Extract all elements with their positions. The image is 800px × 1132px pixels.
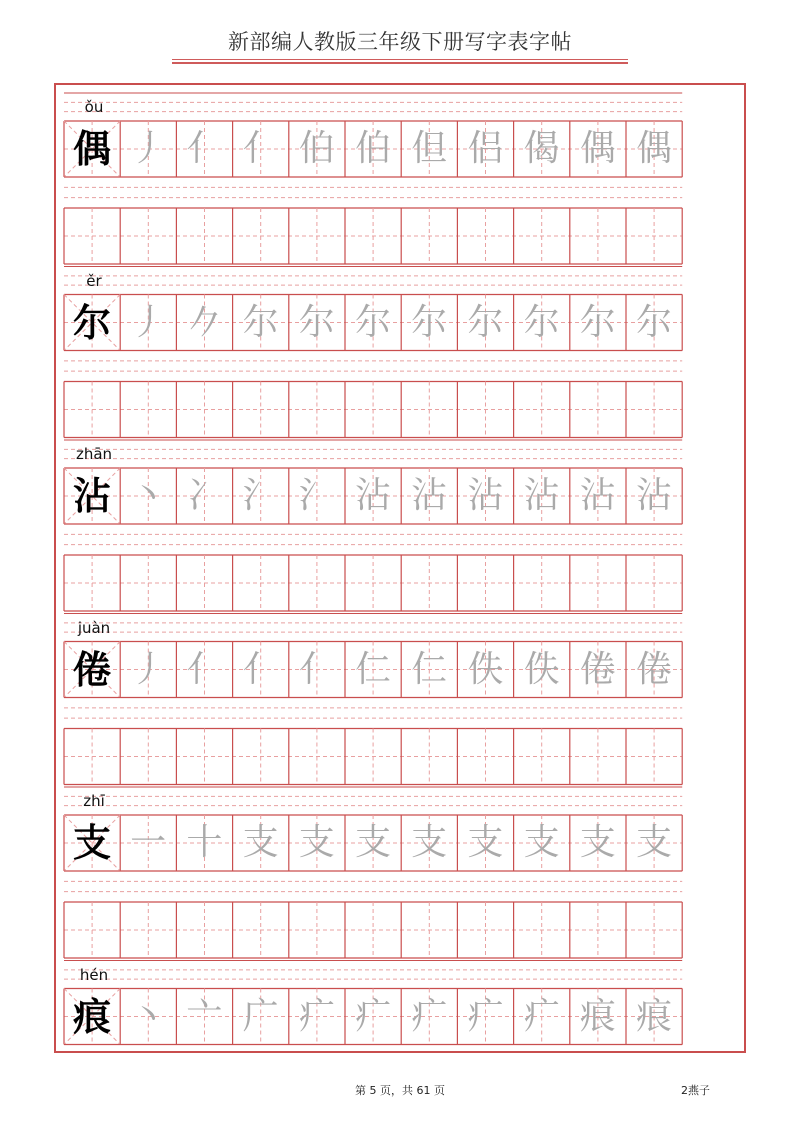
model-character: 倦 <box>72 647 111 692</box>
stroke-step-glyph: 丿 <box>130 301 167 343</box>
stroke-step-glyph: 亻 <box>186 128 223 169</box>
pinyin-label: ěr <box>86 271 102 290</box>
stroke-step-glyph: 疒 <box>354 995 391 1037</box>
page-number: 第 5 页，共 61 页 <box>355 1084 445 1097</box>
stroke-step-glyph: 沾 <box>411 475 448 516</box>
stroke-step-glyph: 一 <box>130 822 167 863</box>
stroke-step-glyph: 尔 <box>523 301 560 343</box>
stroke-step-glyph: 十 <box>186 822 223 863</box>
stroke-step-glyph: 但 <box>411 128 448 169</box>
model-character: 偶 <box>72 127 111 171</box>
stroke-step-glyph: 疒 <box>298 995 335 1037</box>
pinyin-label: hén <box>79 965 109 984</box>
stroke-step-glyph: 亻 <box>186 648 223 690</box>
stroke-step-glyph: 疒 <box>411 995 448 1037</box>
stroke-step-glyph: 丿 <box>130 128 167 169</box>
title-rule-thick <box>172 62 628 64</box>
stroke-step-glyph: 佚 <box>467 648 504 690</box>
stroke-step-glyph: 尔 <box>298 301 335 343</box>
stroke-step-glyph: 偶 <box>579 128 616 169</box>
stroke-step-glyph: 仁 <box>354 648 391 690</box>
author-label: 2燕子 <box>681 1084 710 1097</box>
stroke-step-glyph: 𠂊 <box>186 301 223 343</box>
stroke-step-glyph: 支 <box>635 822 672 863</box>
stroke-step-glyph: 支 <box>467 822 504 863</box>
model-character: 尔 <box>72 300 111 345</box>
stroke-step-glyph: 倦 <box>579 648 616 690</box>
stroke-step-glyph: 沾 <box>354 475 391 516</box>
stroke-step-glyph: 支 <box>242 822 279 863</box>
stroke-step-glyph: 伯 <box>298 128 335 169</box>
stroke-step-glyph: 仁 <box>411 648 448 690</box>
stroke-step-glyph: 支 <box>298 822 335 863</box>
pinyin-label: ǒu <box>84 98 104 116</box>
model-character: 沾 <box>72 474 111 518</box>
stroke-step-glyph: 佚 <box>523 648 560 690</box>
stroke-step-glyph: 尔 <box>467 301 504 343</box>
stroke-step-glyph: 沾 <box>579 475 616 516</box>
pinyin-label: juàn <box>77 618 111 637</box>
stroke-step-glyph: 沾 <box>635 475 672 516</box>
stroke-step-glyph: 支 <box>354 822 391 863</box>
pinyin-label: zhān <box>75 445 113 463</box>
stroke-step-glyph: 尔 <box>354 301 391 343</box>
writing-grid <box>56 85 744 1051</box>
stroke-step-glyph: 支 <box>523 822 560 863</box>
stroke-step-glyph: 痕 <box>579 995 616 1037</box>
stroke-step-glyph: 沾 <box>467 475 504 516</box>
model-character: 支 <box>72 821 111 865</box>
page-title: 新部编人教版三年级下册写字表字帖 <box>228 30 572 54</box>
stroke-step-glyph: 氵 <box>242 475 279 516</box>
stroke-step-glyph: 侣 <box>467 128 504 169</box>
stroke-step-glyph: 伯 <box>354 128 391 169</box>
stroke-step-glyph: 尔 <box>579 301 616 343</box>
stroke-step-glyph: 亻 <box>242 648 279 690</box>
stroke-step-glyph: 氵 <box>298 475 335 516</box>
stroke-step-glyph: 疒 <box>523 995 560 1037</box>
stroke-step-glyph: 亻 <box>242 128 279 169</box>
practice-sheet <box>54 83 746 1053</box>
stroke-step-glyph: 尔 <box>635 301 672 343</box>
stroke-step-glyph: 丿 <box>130 648 167 690</box>
stroke-step-glyph: 尔 <box>242 301 279 343</box>
stroke-step-glyph: 偈 <box>523 128 560 169</box>
stroke-step-glyph: 亠 <box>186 995 223 1037</box>
stroke-step-glyph: 支 <box>579 822 616 863</box>
stroke-step-glyph: 尔 <box>411 301 448 343</box>
stroke-step-glyph: 痕 <box>635 995 672 1037</box>
stroke-step-glyph: 倦 <box>635 648 672 690</box>
stroke-step-glyph: 疒 <box>467 995 504 1037</box>
stroke-step-glyph: 支 <box>411 822 448 863</box>
stroke-step-glyph: 沾 <box>523 475 560 516</box>
model-character: 痕 <box>72 994 111 1039</box>
stroke-step-glyph: 冫 <box>186 475 223 516</box>
stroke-step-glyph: 丶 <box>130 995 167 1037</box>
pinyin-label: zhī <box>83 792 105 810</box>
stroke-step-glyph: 丶 <box>130 475 167 516</box>
title-rule-thin <box>172 59 628 60</box>
stroke-step-glyph: 广 <box>242 995 279 1037</box>
stroke-step-glyph: 偶 <box>635 128 672 169</box>
stroke-step-glyph: 亻 <box>298 648 335 690</box>
